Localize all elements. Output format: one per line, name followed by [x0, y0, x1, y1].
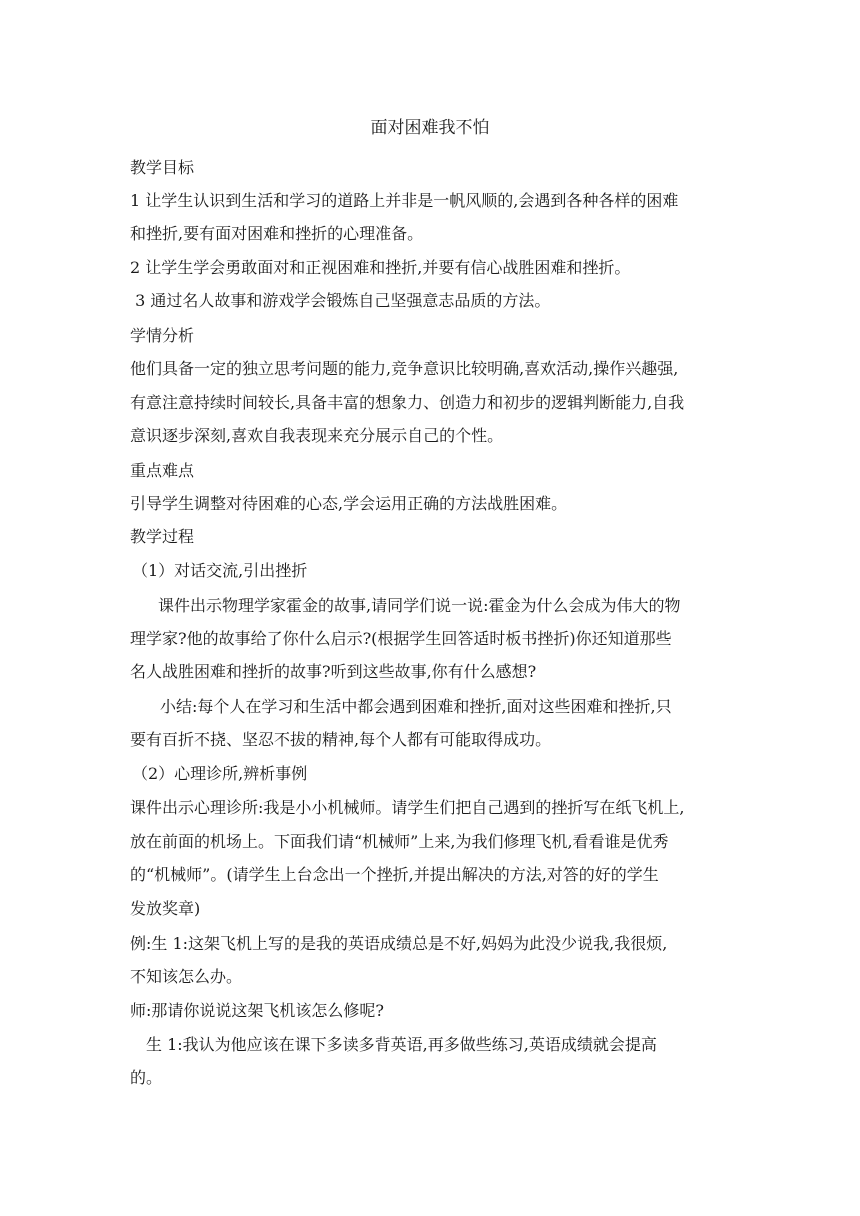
paragraph-line: 3 通过名人故事和游戏学会锻炼自己坚强意志品质的方法。 [130, 291, 551, 310]
paragraph-line: 小结:每个人在学习和生活中都会遇到困难和挫折,面对这些困难和挫折,只 [160, 697, 672, 716]
section-heading-process: 教学过程 [130, 527, 195, 546]
paragraph-line: 名人战胜困难和挫折的故事?听到这些故事,你有什么感想? [130, 662, 537, 681]
paragraph-line: 2 让学生学会勇敢面对和正视困难和挫折,并要有信心战胜困难和挫折。 [130, 258, 631, 277]
paragraph-line: 课件出示物理学家霍金的故事,请同学们说一说:霍金为什么会成为伟大的物 [158, 596, 681, 615]
paragraph-line: 例:生 1:这架飞机上写的是我的英语成绩总是不好,妈妈为此没少说我,我很烦, [130, 934, 668, 953]
section-heading-analysis: 学情分析 [130, 326, 195, 345]
paragraph-line: 引导学生调整对待困难的心态,学会运用正确的方法战胜困难。 [130, 494, 568, 513]
paragraph-line: 课件出示心理诊所:我是小小机械师。请学生们把自己遇到的挫折写在纸飞机上, [130, 798, 685, 817]
paragraph-line: 要有百折不挠、坚忍不拔的精神,每个人都有可能取得成功。 [130, 730, 552, 749]
subsection-heading: （1）对话交流,引出挫折 [132, 561, 308, 580]
paragraph-line: 的“机械师”。(请学生上台念出一个挫折,并提出解决的方法,对答的好的学生 [130, 865, 659, 884]
paragraph-line: 放在前面的机场上。下面我们请“机械师”上来,为我们修理飞机,看看谁是优秀 [130, 832, 669, 851]
paragraph-line: 意识逐步深刻,喜欢自我表现来充分展示自己的个性。 [130, 426, 504, 445]
section-heading-goals: 教学目标 [130, 158, 195, 177]
paragraph-line: 发放奖章) [130, 899, 201, 918]
paragraph-line: 师:那请你说说这架飞机该怎么修呢? [130, 1001, 384, 1020]
paragraph-line: 的。 [130, 1068, 163, 1087]
subsection-heading: （2）心理诊所,辨析事例 [132, 764, 308, 783]
paragraph-line: 他们具备一定的独立思考问题的能力,竞争意识比较明确,喜欢活动,操作兴趣强, [130, 359, 679, 378]
section-heading-key-points: 重点难点 [130, 461, 195, 480]
paragraph-line: 生 1:我认为他应该在课下多读多背英语,再多做些练习,英语成绩就会提高 [146, 1035, 657, 1054]
paragraph-line: 理学家?他的故事给了你什么启示?(根据学生回答适时板书挫折)你还知道那些 [130, 629, 672, 648]
document-title: 面对困难我不怕 [370, 118, 490, 138]
paragraph-line: 和挫折,要有面对困难和挫折的心理准备。 [130, 224, 424, 243]
paragraph-line: 有意注意持续时间较长,具备丰富的想象力、创造力和初步的逻辑判断能力,自我 [130, 393, 685, 412]
paragraph-line: 不知该怎么办。 [130, 967, 243, 986]
paragraph-line: 1 让学生认识到生活和学习的道路上并非是一帆风顺的,会遇到各种各样的困难 [130, 191, 679, 210]
